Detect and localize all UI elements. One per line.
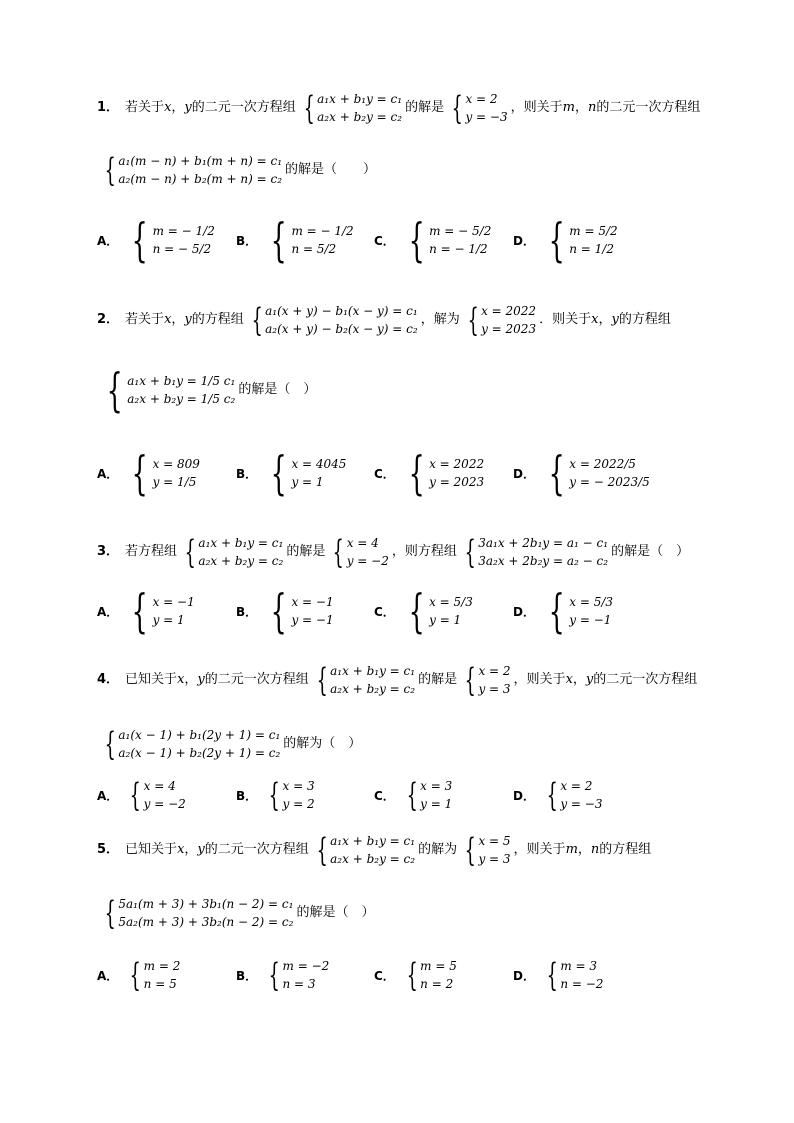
equation-row: m = − 5/2 [429, 224, 492, 238]
option-solution [264, 213, 354, 267]
equation-row: y = −2 [143, 797, 186, 811]
option-solution-rows [283, 957, 330, 993]
equation-row: x = 2 [560, 779, 593, 793]
left-brace-icon: { [548, 584, 565, 638]
stem-text: 的二元一次方程组 [191, 100, 296, 115]
answer-option-b[interactable] [236, 957, 332, 993]
equation-row: a₂x + b₂y = 1/5 c₂ [127, 392, 236, 406]
option-label: D． [513, 466, 535, 481]
left-brace-icon: { [546, 776, 558, 814]
answer-option-c[interactable] [374, 777, 455, 813]
option-solution-rows [569, 455, 650, 491]
stem-text: 已知关于 [125, 842, 178, 857]
stem-text: ，则关于 [513, 672, 566, 687]
given-solution [447, 90, 508, 126]
option-label: D． [513, 788, 535, 803]
left-brace-icon: { [408, 213, 425, 267]
variable: n [590, 842, 600, 857]
stem-text: ，解为 [420, 312, 460, 327]
left-brace-icon: { [548, 446, 565, 500]
option-solution [125, 777, 186, 813]
option-solution [264, 584, 334, 638]
equation-row: x = −1 [291, 595, 334, 609]
stem-text: 的二元一次方程组 [596, 100, 701, 115]
option-solution [402, 584, 473, 638]
stem-text: 的解为 [418, 842, 458, 857]
equation-row: y = 1 [152, 613, 185, 627]
equation-row: x = 2022 [481, 304, 537, 318]
option-label: D． [513, 968, 535, 983]
stem-text: ，则关于 [513, 842, 566, 857]
answer-option-d[interactable] [513, 213, 621, 267]
variable: x [565, 672, 573, 687]
equation-row: y = 1 [429, 613, 462, 627]
option-solution-rows [144, 777, 186, 813]
option-label: C． [374, 604, 395, 619]
stem-text: 的解是 [405, 100, 445, 115]
given-solution [460, 662, 510, 698]
stem-text: 的二元一次方程组 [593, 672, 698, 687]
equation-row: m = − 1/2 [291, 224, 354, 238]
option-label: D． [513, 233, 535, 248]
question-number: 1． [97, 100, 120, 115]
equation-row: m = −2 [282, 959, 330, 973]
option-solution [402, 957, 457, 993]
equation-system-rows [198, 534, 283, 570]
stem-text: 的方程组 [618, 312, 671, 327]
option-solution-rows [291, 455, 346, 491]
equation-row: a₁(x − 1) + b₁(2y + 1) = c₁ [118, 728, 281, 742]
equation-row: 3a₂x + 2b₂y = a₂ − c₂ [478, 554, 609, 568]
answer-option-a[interactable] [97, 957, 183, 993]
stem-text: 的解为（ ） [283, 736, 362, 751]
variable: x [164, 100, 172, 115]
target-system [100, 726, 280, 762]
equation-row: a₂(x − 1) + b₂(2y + 1) = c₂ [118, 746, 281, 760]
variable: y [197, 672, 205, 687]
equation-row: y = −3 [465, 110, 508, 124]
equation-row: y = − 2023/5 [569, 475, 650, 489]
equation-row: m = 5/2 [569, 224, 618, 238]
left-brace-icon: { [408, 446, 425, 500]
separator: ， [184, 672, 198, 687]
separator: ， [171, 100, 185, 115]
equation-row: a₂(m − n) + b₂(m + n) = c₂ [118, 172, 283, 186]
equation-row: x = 5/3 [429, 595, 473, 609]
separator: ， [171, 312, 185, 327]
left-brace-icon: { [332, 533, 345, 571]
answer-option-d[interactable] [513, 584, 616, 638]
equation-row: a₁x + b₁y = c₁ [198, 536, 284, 550]
left-brace-icon: { [104, 894, 116, 932]
left-brace-icon: { [406, 776, 418, 814]
option-solution [125, 957, 180, 993]
given-solution-rows [347, 534, 389, 570]
answer-option-b[interactable] [236, 446, 349, 500]
option-solution-rows [560, 777, 602, 813]
option-solution [542, 777, 603, 813]
left-brace-icon: { [270, 446, 287, 500]
target-system [460, 534, 608, 570]
option-solution [542, 446, 650, 500]
question-5-target [97, 895, 374, 931]
equation-row: n = 1/2 [569, 242, 614, 256]
option-solution-rows [560, 957, 603, 993]
equation-system [312, 832, 415, 868]
left-brace-icon: { [451, 89, 463, 127]
given-solution-rows [481, 302, 536, 338]
left-brace-icon: { [106, 363, 123, 417]
option-label: C． [374, 968, 395, 983]
given-solution [460, 832, 510, 868]
variable: x [164, 312, 172, 327]
option-solution [402, 777, 452, 813]
stem-text: 若方程组 [125, 544, 178, 559]
option-solution-rows [283, 777, 315, 813]
option-solution [264, 446, 347, 500]
equation-row: y = −1 [291, 613, 334, 627]
stem-text: 的解是 [286, 544, 326, 559]
question-number: 4． [97, 672, 120, 687]
option-label: B． [236, 233, 258, 248]
variable: y [611, 312, 619, 327]
target-system-rows [478, 534, 608, 570]
left-brace-icon: { [464, 533, 476, 571]
equation-row: 5a₂(m + 3) + 3b₂(n − 2) = c₂ [118, 915, 294, 929]
stem-text: 若关于 [125, 312, 165, 327]
question-number: 3． [97, 544, 120, 559]
target-system [100, 895, 293, 931]
equation-row: n = 2 [420, 977, 454, 991]
option-solution-rows [153, 455, 200, 491]
question-3-stem [97, 534, 689, 570]
option-solution [125, 584, 195, 638]
question-4-stem [97, 662, 697, 698]
answer-option-b[interactable] [236, 213, 357, 267]
left-brace-icon: { [129, 956, 142, 994]
answer-option-a[interactable] [97, 446, 203, 500]
left-brace-icon: { [131, 584, 148, 638]
separator: ， [572, 672, 586, 687]
left-brace-icon: { [129, 776, 142, 814]
stem-text: ，则方程组 [391, 544, 457, 559]
stem-text: 的解是（ ） [296, 905, 375, 920]
option-label: A． [97, 604, 119, 619]
separator: ， [184, 842, 198, 857]
equation-row: x = 2 [465, 92, 498, 106]
equation-row: n = 5/2 [291, 242, 337, 256]
equation-row: a₁(m − n) + b₁(m + n) = c₁ [118, 154, 283, 168]
equation-row: y = 3 [478, 682, 511, 696]
equation-row: y = 3 [478, 852, 511, 866]
question-2-stem [97, 302, 671, 338]
answer-option-a[interactable] [97, 777, 189, 813]
variable: x [591, 312, 599, 327]
left-brace-icon: { [184, 533, 196, 571]
given-solution-rows [478, 662, 510, 698]
left-brace-icon: { [270, 584, 287, 638]
equation-row: x = 5/3 [569, 595, 614, 609]
separator: ， [577, 842, 591, 857]
left-brace-icon: { [546, 956, 558, 994]
separator: ， [598, 312, 612, 327]
left-brace-icon: { [268, 956, 280, 994]
answer-option-c[interactable] [374, 446, 487, 500]
stem-text: 的解是（ ） [238, 382, 317, 397]
equation-row: x = 5 [478, 834, 511, 848]
answer-option-b[interactable] [236, 584, 337, 638]
stem-text: 的解是（ ） [285, 162, 377, 177]
stem-text: 的二元一次方程组 [204, 672, 309, 687]
left-brace-icon: { [408, 584, 425, 638]
stem-text: ．则关于 [539, 312, 592, 327]
equation-row: y = 2023 [481, 322, 537, 336]
answer-option-d[interactable] [513, 446, 653, 500]
variable: m [562, 100, 575, 115]
option-label: A． [97, 788, 119, 803]
variable: y [184, 312, 192, 327]
variable: y [585, 672, 594, 687]
equation-system-rows [330, 832, 415, 868]
equation-system-rows [317, 90, 402, 126]
stem-text: 的方程组 [599, 842, 652, 857]
equation-row: a₁x + b₁y = c₁ [317, 92, 403, 106]
equation-row: x = 4 [143, 779, 176, 793]
option-solution [125, 213, 215, 267]
option-solution [542, 213, 618, 267]
equation-row: 3a₁x + 2b₁y = a₁ − c₁ [478, 536, 609, 550]
option-solution-rows [420, 957, 457, 993]
answer-option-c[interactable] [374, 584, 476, 638]
option-solution-rows [429, 455, 484, 491]
option-solution-rows [569, 593, 613, 629]
option-solution [264, 957, 329, 993]
equation-row: x = 809 [152, 457, 200, 471]
given-solution [328, 534, 389, 570]
variable: y [184, 100, 192, 115]
option-label: B． [236, 788, 258, 803]
equation-system-rows [265, 302, 418, 338]
variable: m [565, 842, 578, 857]
option-solution [264, 777, 314, 813]
option-label: C． [374, 466, 395, 481]
left-brace-icon: { [131, 446, 148, 500]
target-system-rows [127, 372, 235, 408]
equation-row: a₁x + b₁y = c₁ [330, 664, 416, 678]
left-brace-icon: { [251, 301, 263, 339]
left-brace-icon: { [131, 213, 148, 267]
equation-row: x = 3 [282, 779, 315, 793]
answer-option-c[interactable] [374, 213, 494, 267]
stem-text: 的解是（ ） [611, 544, 690, 559]
left-brace-icon: { [316, 661, 328, 699]
option-label: D． [513, 604, 535, 619]
equation-row: x = 4045 [291, 457, 347, 471]
answer-option-d[interactable] [513, 777, 605, 813]
equation-row: a₂x + b₂y = c₂ [317, 110, 403, 124]
variable: y [197, 842, 205, 857]
option-solution [125, 446, 200, 500]
equation-row: m = 3 [560, 959, 598, 973]
target-system [100, 363, 236, 417]
equation-row: y = −2 [346, 554, 389, 568]
left-brace-icon: { [303, 89, 315, 127]
equation-row: y = 2023 [429, 475, 485, 489]
equation-system [299, 90, 402, 126]
option-label: B． [236, 968, 258, 983]
equation-row: x = 2 [478, 664, 511, 678]
equation-row: y = 1 [291, 475, 324, 489]
equation-row: y = −1 [569, 613, 612, 627]
given-solution-rows [465, 90, 507, 126]
option-solution-rows [569, 222, 617, 258]
left-brace-icon: { [406, 956, 418, 994]
target-system-rows [118, 895, 293, 931]
equation-row: y = 1 [420, 797, 453, 811]
equation-row: x = 2022 [429, 457, 485, 471]
stem-text: 的二元一次方程组 [204, 842, 309, 857]
answer-option-d[interactable] [513, 957, 606, 993]
question-1-target [97, 152, 376, 188]
left-brace-icon: { [548, 213, 565, 267]
left-brace-icon: { [268, 776, 280, 814]
equation-row: y = 1/5 [152, 475, 197, 489]
option-solution [402, 213, 492, 267]
variable: x [177, 672, 185, 687]
target-system-rows [118, 726, 280, 762]
left-brace-icon: { [464, 661, 476, 699]
question-2-target [97, 363, 317, 417]
left-brace-icon: { [104, 151, 116, 189]
equation-row: x = 4 [346, 536, 379, 550]
equation-row: n = 5 [143, 977, 177, 991]
equation-row: y = 2 [282, 797, 315, 811]
left-brace-icon: { [467, 301, 479, 339]
option-solution-rows [429, 222, 491, 258]
question-1-stem [97, 90, 700, 126]
equation-row: x = 3 [420, 779, 453, 793]
equation-row: a₁x + b₁y = c₁ [330, 834, 416, 848]
option-solution-rows [429, 593, 473, 629]
option-label: A． [97, 968, 119, 983]
stem-text: 的解是 [418, 672, 458, 687]
left-brace-icon: { [270, 213, 287, 267]
question-4-target [97, 726, 361, 762]
option-solution-rows [153, 222, 215, 258]
answer-option-b[interactable] [236, 777, 318, 813]
equation-system [312, 662, 415, 698]
given-solution [463, 302, 536, 338]
equation-row: 5a₁(m + 3) + 3b₁(n − 2) = c₁ [118, 897, 294, 911]
answer-option-c[interactable] [374, 957, 460, 993]
equation-row: x = −1 [152, 595, 195, 609]
answer-option-a[interactable] [97, 584, 198, 638]
variable: n [587, 100, 597, 115]
equation-row: a₂x + b₂y = c₂ [330, 682, 416, 696]
option-solution-rows [420, 777, 452, 813]
option-label: B． [236, 466, 258, 481]
option-solution-rows [291, 222, 353, 258]
equation-row: a₂x + b₂y = c₂ [198, 554, 284, 568]
equation-row: a₁x + b₁y = 1/5 c₁ [127, 374, 236, 388]
equation-row: m = − 1/2 [152, 224, 215, 238]
equation-row: n = − 5/2 [152, 242, 212, 256]
question-5-stem [97, 832, 651, 868]
stem-text: 已知关于 [125, 672, 178, 687]
equation-row: x = 2022/5 [569, 457, 636, 471]
variable: x [177, 842, 185, 857]
equation-system-rows [330, 662, 415, 698]
left-brace-icon: { [464, 831, 476, 869]
option-label: B． [236, 604, 258, 619]
stem-text: ，则关于 [510, 100, 563, 115]
equation-row: a₂(x + y) − b₂(x − y) = c₂ [265, 322, 418, 336]
stem-text: 的方程组 [191, 312, 244, 327]
equation-row: y = −3 [560, 797, 603, 811]
left-brace-icon: { [316, 831, 328, 869]
question-number: 2． [97, 312, 120, 327]
equation-row: n = 3 [282, 977, 316, 991]
option-solution [402, 446, 485, 500]
option-label: A． [97, 233, 119, 248]
equation-row: a₂x + b₂y = c₂ [330, 852, 416, 866]
separator: ， [574, 100, 588, 115]
equation-row: a₁(x + y) − b₁(x − y) = c₁ [265, 304, 418, 318]
left-brace-icon: { [104, 725, 116, 763]
option-solution [542, 957, 603, 993]
stem-text: 若关于 [125, 100, 165, 115]
option-label: C． [374, 788, 395, 803]
option-solution-rows [153, 593, 195, 629]
equation-system [247, 302, 418, 338]
given-solution-rows [478, 832, 510, 868]
option-solution-rows [291, 593, 333, 629]
equation-row: m = 2 [143, 959, 181, 973]
target-system [100, 152, 282, 188]
equation-row: n = −2 [560, 977, 604, 991]
question-number: 5． [97, 842, 120, 857]
equation-row: n = − 1/2 [429, 242, 488, 256]
target-system-rows [118, 152, 282, 188]
answer-option-a[interactable] [97, 213, 218, 267]
option-label: A． [97, 466, 119, 481]
option-solution-rows [144, 957, 181, 993]
equation-row: m = 5 [420, 959, 457, 973]
option-label: C． [374, 233, 395, 248]
equation-system [180, 534, 283, 570]
option-solution [542, 584, 614, 638]
